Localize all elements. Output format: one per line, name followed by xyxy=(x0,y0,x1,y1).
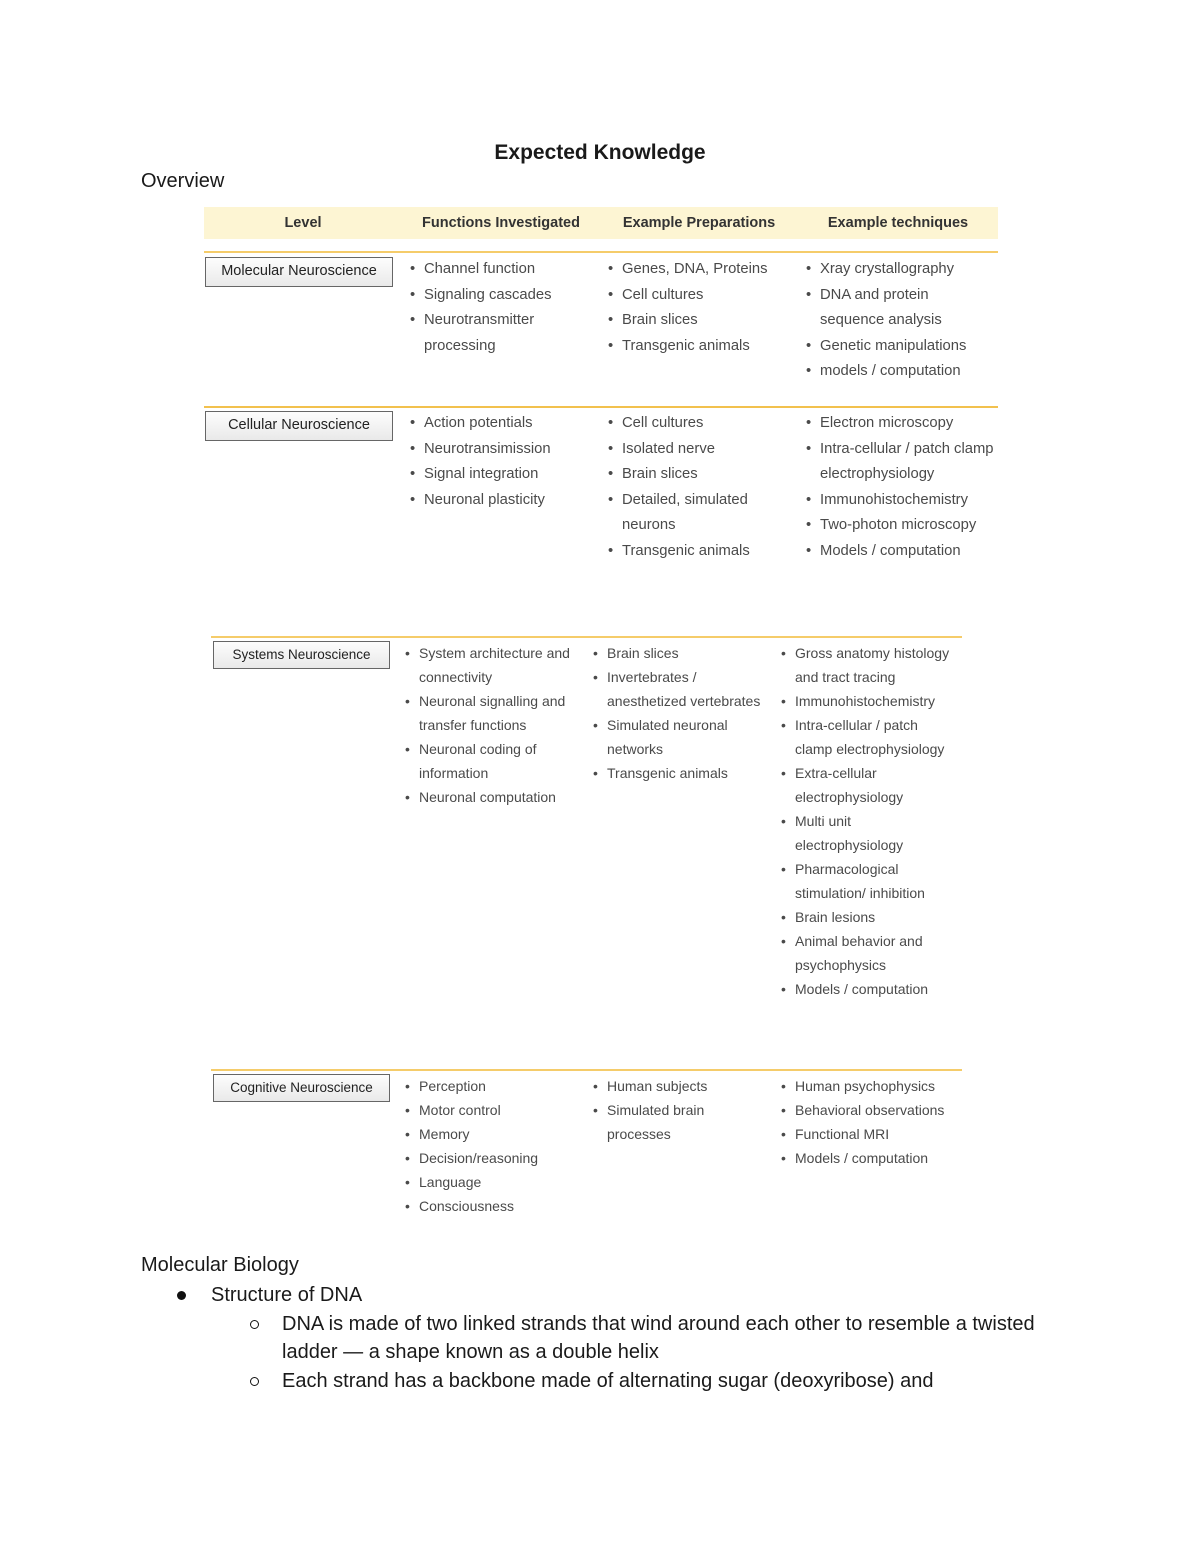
list-item: • Neuronal coding of information xyxy=(403,737,586,785)
list-item: • Intra-cellular / patch clamp electrophysiology xyxy=(779,713,957,761)
list-item: • Two-photon microscopy xyxy=(804,513,994,539)
list-item: • Transgenic animals xyxy=(606,334,796,360)
level-cognitive: Cognitive Neuroscience xyxy=(213,1074,390,1102)
row-divider xyxy=(204,251,998,253)
list-item: • Signaling cascades xyxy=(408,283,593,309)
list-item: • Models / computation xyxy=(804,539,994,565)
molecular-preparations xyxy=(606,257,796,359)
list-item: • Models / computation xyxy=(779,1146,969,1170)
list-item: • Neuronal plasticity xyxy=(408,488,593,514)
cellular-preparations xyxy=(606,411,786,564)
list-item: • Language xyxy=(403,1170,586,1194)
list-item: • Cell cultures xyxy=(606,411,786,437)
cognitive-functions xyxy=(403,1074,586,1218)
level-molecular: Molecular Neuroscience xyxy=(205,257,393,287)
list-item: • Models / computation xyxy=(779,977,957,1001)
cognitive-techniques xyxy=(779,1074,969,1170)
list-item: • Perception xyxy=(403,1074,586,1098)
list-item: • Brain slices xyxy=(591,641,761,665)
list-item: • Neuronal computation xyxy=(403,785,586,809)
list-item: • Simulated brain processes xyxy=(591,1098,761,1146)
systems-techniques xyxy=(779,641,957,1001)
list-item: • Genes, DNA, Proteins xyxy=(606,257,796,283)
list-item: • System architecture and connectivity xyxy=(403,641,586,689)
list-item: • Immunohistochemistry xyxy=(804,488,994,514)
list-item: • Cell cultures xyxy=(606,283,796,309)
list-item: • Functional MRI xyxy=(779,1122,969,1146)
list-item: • Invertebrates / anesthetized vertebrates xyxy=(591,665,761,713)
list-item: • Human subjects xyxy=(591,1074,761,1098)
list-item: • Human psychophysics xyxy=(779,1074,969,1098)
molecular-techniques xyxy=(804,257,994,385)
list-item: • Transgenic animals xyxy=(606,539,786,565)
list-item: • Xray crystallography xyxy=(804,257,994,283)
row-divider xyxy=(204,406,998,408)
list-item: • Brain slices xyxy=(606,308,796,334)
list-item: • Memory xyxy=(403,1122,586,1146)
level-cellular: Cellular Neuroscience xyxy=(205,411,393,441)
sub-list xyxy=(282,1310,1042,1396)
header-level: Level xyxy=(284,215,322,231)
list-item: • Behavioral observations xyxy=(779,1098,969,1122)
document-title: Expected Knowledge xyxy=(494,141,706,164)
sub-list-item: DNA is made of two linked strands that wind around each other to resemble a twisted ladder — a shape known as a double helix xyxy=(282,1310,1042,1367)
list-item: • Action potentials xyxy=(408,411,593,437)
list-item: • Gross anatomy histology and tract tracing xyxy=(779,641,957,689)
list-item: • Signal integration xyxy=(408,462,593,488)
list-item: • models / computation xyxy=(804,359,994,385)
list-item: • Brain slices xyxy=(606,462,786,488)
list-item: • Extra-cellular electrophysiology xyxy=(779,761,957,809)
sub-list-item: Each strand has a backbone made of alternating sugar (deoxyribose) and xyxy=(282,1367,1042,1396)
list-item: • DNA and protein sequence analysis xyxy=(804,283,994,334)
table-header-row xyxy=(204,207,998,239)
list-item: • Immunohistochemistry xyxy=(779,689,957,713)
header-techniques: Example techniques xyxy=(827,215,969,231)
overview-heading: Overview xyxy=(141,170,225,192)
list-item: • Simulated neuronal networks xyxy=(591,713,761,761)
list-item: • Channel function xyxy=(408,257,593,283)
systems-functions xyxy=(403,641,586,809)
list-item: • Consciousness xyxy=(403,1194,586,1218)
list-item: • Neurotransimission xyxy=(408,437,593,463)
list-item: • Detailed, simulated neurons xyxy=(606,488,786,539)
list-item: • Animal behavior and psychophysics xyxy=(779,929,957,977)
row-divider xyxy=(211,636,962,638)
list-item: • Decision/reasoning xyxy=(403,1146,586,1170)
cellular-functions xyxy=(408,411,593,513)
list-item: • Motor control xyxy=(403,1098,586,1122)
list-item: • Brain lesions xyxy=(779,905,957,929)
list-item: • Isolated nerve xyxy=(606,437,786,463)
list-item: • Electron microscopy xyxy=(804,411,994,437)
level-systems: Systems Neuroscience xyxy=(213,641,390,669)
systems-preparations xyxy=(591,641,761,785)
cognitive-preparations xyxy=(591,1074,761,1146)
molecular-functions xyxy=(408,257,593,359)
list-item: • Neuronal signalling and transfer functions xyxy=(403,689,586,737)
list-item: • Pharmacological stimulation/ inhibition xyxy=(779,857,957,905)
list-item: • Neurotransmitter processing xyxy=(408,308,593,359)
molecular-biology-heading: Molecular Biology xyxy=(141,1254,299,1276)
header-preparations: Example Preparations xyxy=(622,215,776,231)
molecular-biology-list xyxy=(211,1281,1035,1395)
row-divider xyxy=(211,1069,962,1071)
list-item-text: Structure of DNA xyxy=(211,1284,363,1306)
list-item xyxy=(211,1281,1035,1395)
cellular-techniques xyxy=(804,411,994,564)
list-item: • Multi unit electrophysiology xyxy=(779,809,957,857)
list-item: • Genetic manipulations xyxy=(804,334,994,360)
header-functions: Functions Investigated xyxy=(422,215,580,231)
list-item: • Transgenic animals xyxy=(591,761,761,785)
list-item: • Intra-cellular / patch clamp electrophysiology xyxy=(804,437,994,488)
